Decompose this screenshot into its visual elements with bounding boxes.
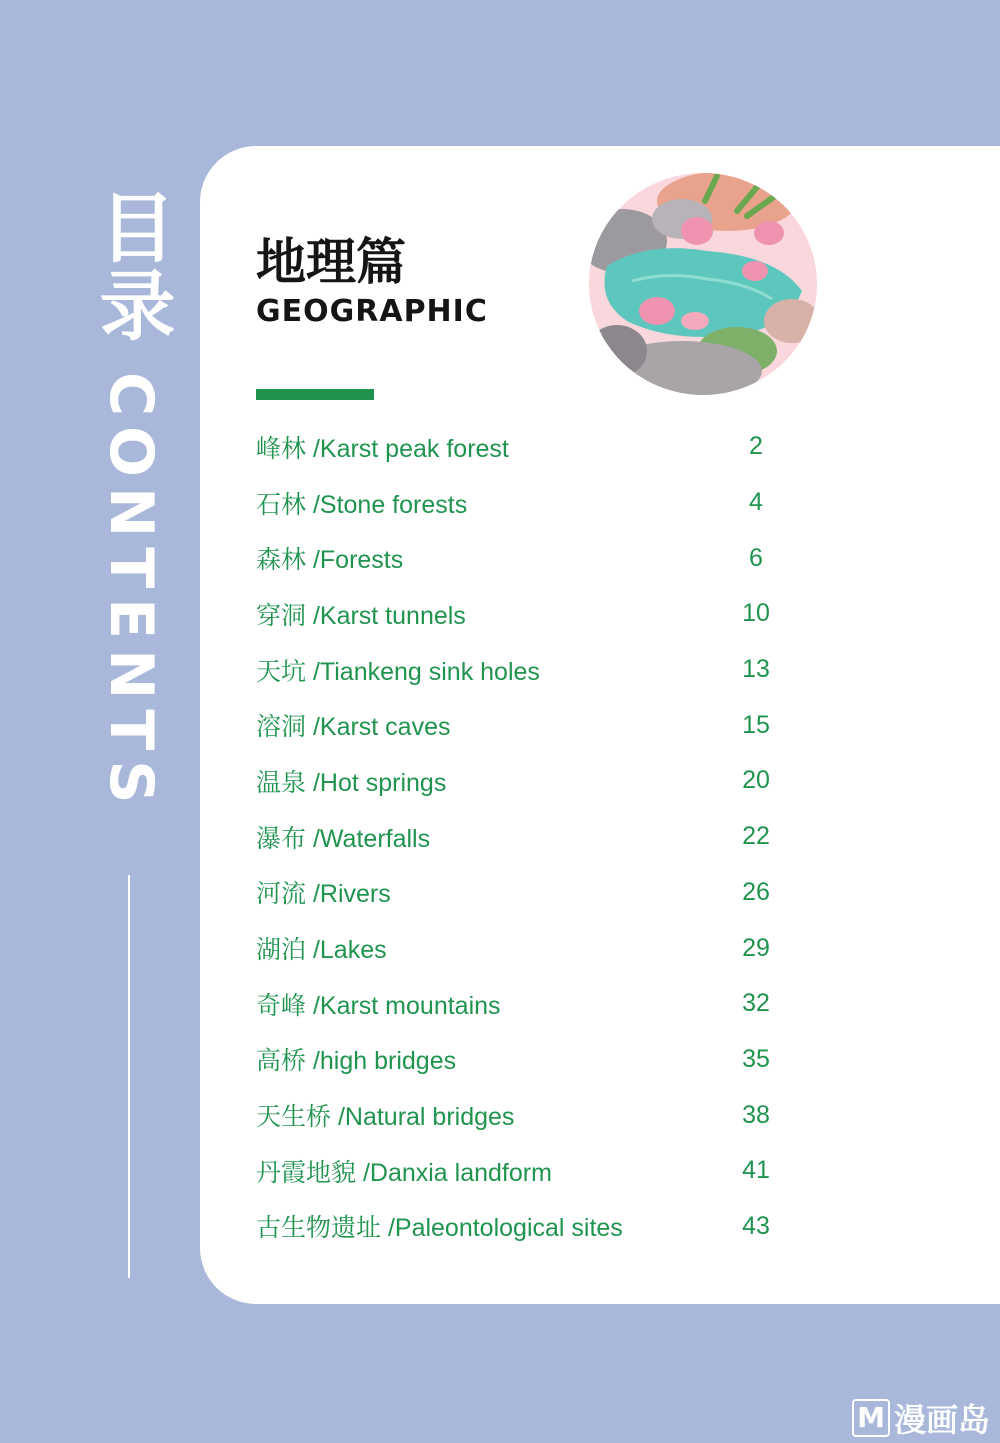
toc-entry-stone-forests[interactable]	[256, 475, 786, 531]
toc-entry-title: 穿洞 /Karst tunnels	[256, 601, 466, 630]
toc-entry-karst-caves[interactable]	[256, 697, 786, 753]
toc-entry-karst-peak-forest[interactable]	[256, 419, 786, 475]
toc-entry-page: 41	[742, 1156, 770, 1185]
toc-entry-title: 溶洞 /Karst caves	[256, 713, 451, 742]
toc-entry-page: 43	[742, 1211, 770, 1240]
contents-card	[200, 146, 1000, 1304]
toc-entry-page: 4	[749, 488, 763, 517]
toc-entry-natural-bridges[interactable]	[256, 1087, 786, 1143]
watermark-logo: M	[852, 1399, 890, 1437]
toc-entry-title: 河流 /Rivers	[256, 880, 391, 909]
toc-entry-waterfalls[interactable]	[256, 809, 786, 865]
toc-entry-title: 丹霞地貌 /Danxia landform	[256, 1158, 552, 1187]
toc-entry-title: 天生桥 /Natural bridges	[256, 1103, 515, 1132]
toc-entry-page: 35	[742, 1044, 770, 1073]
toc-entry-paleontological-sites[interactable]	[256, 1199, 786, 1255]
table-of-contents	[256, 419, 786, 1254]
toc-entry-karst-mountains[interactable]	[256, 976, 786, 1032]
toc-entry-page: 13	[742, 655, 770, 684]
toc-entry-page: 29	[742, 933, 770, 962]
sidebar-title	[87, 188, 176, 814]
accent-bar	[256, 389, 374, 400]
toc-entry-high-bridges[interactable]	[256, 1032, 786, 1088]
toc-entry-title: 森林 /Forests	[256, 546, 404, 575]
toc-entry-title: 石林 /Stone forests	[256, 490, 468, 519]
toc-entry-lakes[interactable]	[256, 920, 786, 976]
toc-entry-forests[interactable]	[256, 530, 786, 586]
toc-entry-rivers[interactable]	[256, 865, 786, 921]
section-title-en: GEOGRAPHIC	[256, 294, 488, 329]
watermark	[852, 1398, 990, 1438]
toc-entry-karst-tunnels[interactable]	[256, 586, 786, 642]
toc-entry-page: 6	[749, 543, 763, 572]
toc-entry-danxia-landform[interactable]	[256, 1143, 786, 1199]
toc-entry-title: 天坑 /Tiankeng sink holes	[256, 657, 540, 686]
toc-entry-hot-springs[interactable]	[256, 753, 786, 809]
toc-entry-page: 10	[742, 599, 770, 628]
toc-entry-page: 32	[742, 989, 770, 1018]
sidebar-divider	[128, 875, 130, 1278]
toc-entry-page: 26	[742, 877, 770, 906]
toc-entry-page: 38	[742, 1100, 770, 1129]
hot-spring-illustration	[587, 171, 819, 397]
sidebar-title-cn: 目录	[87, 188, 176, 344]
toc-entry-title: 奇峰 /Karst mountains	[256, 991, 501, 1020]
toc-entry-page: 2	[749, 432, 763, 461]
toc-entry-page: 22	[742, 822, 770, 851]
sidebar-title-en: CONTENTS	[96, 372, 166, 814]
toc-entry-title: 峰林 /Karst peak forest	[256, 434, 509, 463]
watermark-text: 漫画岛	[894, 1401, 991, 1439]
toc-entry-page: 20	[742, 766, 770, 795]
section-title-cn: 地理篇	[256, 233, 406, 291]
toc-entry-title: 瀑布 /Waterfalls	[256, 824, 431, 853]
toc-entry-title: 古生物遗址 /Paleontological sites	[256, 1214, 623, 1243]
toc-entry-title: 湖泊 /Lakes	[256, 936, 387, 965]
toc-entry-tiankeng[interactable]	[256, 642, 786, 698]
toc-entry-page: 15	[742, 710, 770, 739]
toc-entry-title: 高桥 /high bridges	[256, 1047, 457, 1076]
toc-entry-title: 温泉 /Hot springs	[256, 768, 447, 797]
